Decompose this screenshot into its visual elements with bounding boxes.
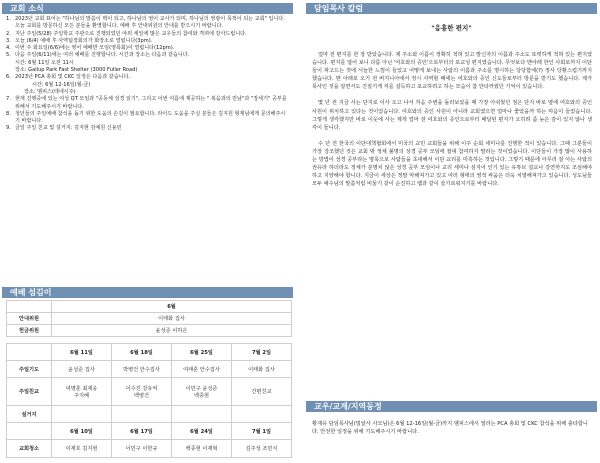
date-row: 6월 10일 6월 17일 6월 24일 7월 1일 <box>7 423 292 440</box>
news-item: 4. 이번 주 화요일(6/6)에는 영어 예배반 모임(영목회)이 열립니다(12pm). <box>6 45 175 52</box>
table-row: 주일친교 여명훈 최재웅 주지혜 이수진 강유억 백병건 이민구 윤성준 백종현 간편친교 <box>7 378 292 406</box>
worship-servers-table <box>6 300 292 458</box>
date-row: 6월 11일 6월 18일 6월 25일 7월 2일 <box>7 344 292 361</box>
schedule-place: 장소: Gallup Park Fast Shelter (3000 Fuller Road) <box>15 67 138 74</box>
column-title: "응흉한 편지" <box>431 24 472 32</box>
month-label: 6월 <box>52 301 292 313</box>
table-row: 교회청소 이재호 김지현 이민구 이한규 백종현 이재혁 김주성 조민식 <box>7 440 292 458</box>
column-paragraph: 몇 년 전 지금 사는 단지로 이사 오고 나서 처음 주변을 돌러보았을 때 가장 아쉬웠던 점은 단지 바로 옆에 여호와의 증인 사원이 위치하고 있다는 것이었습니다. 여호와의 증인 사원이 아니라 교회였으면 얼마나 좋았을까 하는 마음이 들었습니다. 그렇게 생각했지만 바로 이웃에 사는 제게 얼마 전 여호와의 증인으로부터 배달된 편지가 오히려 좀 늦은 감이 있지 않나 생각이 들니다. <box>312 100 592 131</box>
news-item: 3. 오늘 (6/4) 예배 후 사역팀장회의가 화장소로 열립니다(3pm). <box>6 37 153 44</box>
news-item: 2. 지난 주일(5/28) 주일학교 주관으로 진행되었던 야외 세일에 많은 교우들의 참여와 격려에 감사드립니다. <box>6 30 247 37</box>
church-news <box>6 16 290 133</box>
column-body <box>312 51 592 196</box>
news-item: 6. 2023년 PCA 총회 및 CKC 일정은 다음과 같습니다. <box>6 74 131 81</box>
community-news-header: 교우/교계/지역동정 <box>306 401 597 412</box>
community-news-text: 황재유 담임목사님(밀알사 사모님)은 6월 12-16일(월-금)까지 멤피스에서 열리는 PCA 총회 및 CKC 참석을 위해 출타합니다. 안전한 일정을 위해 기도해주시기 바랍니다. <box>312 421 588 435</box>
news-item: 9. 금일 주일 친교 및 설거지: 김지현 김예원 신용민 <box>6 125 122 132</box>
schedule-time: 시간: 6월 11일 오전 11시 <box>15 59 74 66</box>
column-paragraph: 수 년 전 한국의 이단대책협회에서 미국의 교민 교회들을 위해 이주 순회 세미나를 진행한 적이 있습니다. 그때 그분들이 가장 강조했던 것은 교회 밖 정체 불명의 성경 공부 모임에 절대 참여하지 말라는 것이었습니다. 이단들이 가장 많이 사용하는 방법이 성경 공부라는 명목으로 사람들을 초대해서 이단 교리를 미혹하는 것입니다. 그렇기 때문에 아무리 잘 아는 사람의 권유라 하더라도 정체가 분명치 않은 성경 공부 모임이나 교리 세미나 심지어 인기 있는 유튜브 설교나 강연까지도 조심해야 하고 지양해야 합니다. 지금이 세상은 정말 악해져가고 있고 여러 형태의 영적 싸움은 더욱 치열해져가고 있습니다. 성도님들 모두 예수님의 말씀처럼 비둘기 같이 순진하고 뱀과 같이 슬기로워지기를 바랍니다. <box>312 140 592 188</box>
assembly-place: 장소: 멤피스(테네시주) <box>24 88 76 95</box>
table-row: 안내위원 이태화 집사 <box>7 313 292 325</box>
news-item: 5. 다음 주일(6/11)에는 여러 예배를 진행합니다. 시간과 장소는 다음과 같습니다. <box>6 52 190 59</box>
news-section-header: 교회 소식 <box>2 3 293 14</box>
assembly-time: 시간: 6월 12-16일(월-금) <box>32 81 91 88</box>
table-row: 설거지 <box>7 406 292 423</box>
news-item: 8. 청년들의 주일예배 참석을 돕기 위한 도움의 손길이 필요합니다. 라이드 도움을 주실 분들은 김지원 형제님에게 문의해주시기 바랍니다. <box>6 110 286 125</box>
news-item: 7. 현재 진행중에 있는 여성 QT 모임과 "공동체 성경 읽기", 그리고 이번 여름에 제공하는 " 복음과의 만남"과 "장세기" 공부를 위해서 기도해주시기 바랍니다. <box>6 96 287 110</box>
news-item: 1. 2023년 교회 표어는 "하나님의 말씀이 벽이 되고, 하나님의 영이 교사가 되며, 하나님의 영광이 목적이 되는 교회" 입니다. 오늘 교회를 방문하신 모든 분들을 환영합니다. 예배 후 안내위원의 안내를 받으시기 바랍니다. <box>6 16 285 30</box>
table-row: 헌금위원 윤성준 이하은 <box>7 325 292 337</box>
pastor-column-header: 담임목사 칼럼 <box>306 3 597 14</box>
worship-servers-header: 예배 섬김이 <box>2 287 293 298</box>
table-row: 주일기도 윤성준 집사 박병건 안수집사 여태훈 안수집사 이태화 집사 <box>7 361 292 378</box>
column-paragraph: 얼마 전 편지를 한 장 받았습니다. 제 주소와 이름이 정확히 적혀 있고 발신자의 이름과 주소도 또렷하게 적혀 있는 편지였습니다. 편지를 열어 보니 다름 아닌 '여호와의 증인'으로부터의 포교성 편지였습니다. 무엇보다 맨아래 한인 사회로까지 이단들이 파고드는 것에 서늘한 느낌이 들었고 어떻게 보내는 사람의 이름과 주소를 명시하는 당당함에(?) 정사 당황스럽기까지 했습니다. 맨 아래로 오기 전 버지니아에서 정시 사역할 때에는 여호와의 증인 신도들로부터 방문을 받기도 했습니다. 제가 목사인 것을 알면서도 진질기게 저를 설득하고 포교하려고 하는 모습이 참 안타까웠던 기억이 있습니다. <box>312 52 592 91</box>
